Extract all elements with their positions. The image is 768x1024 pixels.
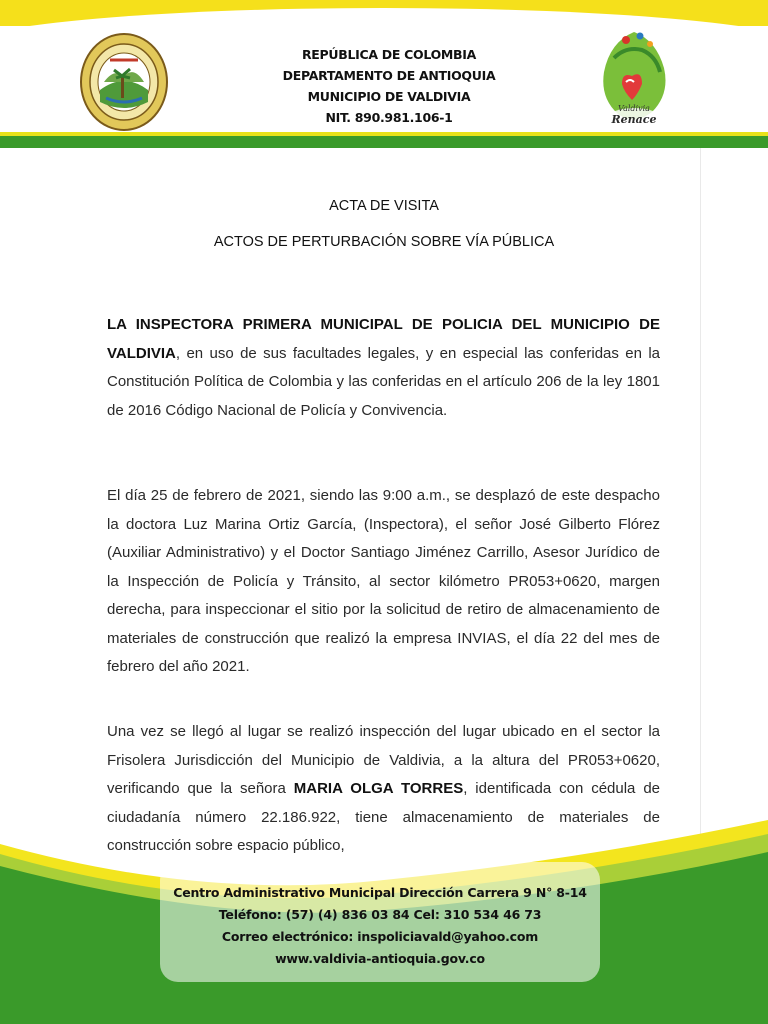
footer-phone: Teléfono: (57) (4) 836 03 84 Cel: 310 534 46 73 [218,907,542,922]
person-name: MARIA OLGA TORRES [293,780,464,797]
paragraph-authority [107,311,660,425]
document-title: ACTA DE VISITA [329,198,439,214]
valdivia-renace-logo-icon [596,28,672,132]
header-country: REPÚBLICA DE COLOMBIA [301,47,477,62]
logo-text-renace: Renace [611,113,657,126]
paragraph-inspection-text-a: Una vez se llegó al lugar se realizó inspección del lugar ubicado en el sector la Frisolera Jurisdicción del Municipio de Valdivia, a la altura del PR053+0620, verificando que la señora [107,723,660,797]
paragraph-visit: El día 25 de febrero de 2021, siendo las 9:00 a.m., se desplazó de este despacho la doctora Luz Marina Ortiz García, (Inspectora), el señor José Gilberto Flórez (Auxiliar Administrativo) y el Doctor Santiago Jiménez Carrillo, Asesor Jurídico de la Inspección de Policía y Tránsito, al sector kilómetro PR053+0620, margen derecha, para inspeccionar el sitio por la solicitud de retiro de almacenamiento de materiales de construcción que realizó la empresa INVIAS, el día 22 del mes de febrero del año 2021. [107,487,660,675]
footer-email: Correo electrónico: inspoliciavald@yahoo.com [221,929,539,944]
logo-text-valdivia: Valdivia [618,104,650,113]
header-nit: NIT. 890.981.106-1 [325,110,453,125]
paragraph-inspection-text-b: , identificada con cédula de ciudadanía número 22.186.922, tiene almacenamiento de materiales de construcción sobre espacio público, [107,780,661,854]
header-department: DEPARTAMENTO DE ANTIOQUIA [282,68,496,83]
footer-address: Centro Administrativo Municipal Dirección Carrera 9 N° 8-14 [173,885,587,900]
header-rule-green [0,136,768,148]
margin-line [700,148,701,838]
footer-contact-block [160,882,600,970]
footer-website: www.valdivia-antioquia.gov.co [275,951,485,966]
paragraph-authority-text: , en uso de sus facultades legales, y en especial las conferidas en la Constitución Política de Colombia y las conferidas en el artículo 206 de la ley 1801 de 2016 Código Nacional de Policía y Convivencia. [107,344,660,419]
authority-name: LA INSPECTORA PRIMERA MUNICIPAL DE POLICIA DEL MUNICIPIO DE VALDIVIA [107,316,660,362]
header-municipality: MUNICIPIO DE VALDIVIA [307,89,471,104]
header-institution-block [234,44,544,128]
document-subtitle: ACTOS DE PERTURBACIÓN SOBRE VÍA PÚBLICA [213,234,555,250]
municipal-seal-icon [80,32,168,132]
